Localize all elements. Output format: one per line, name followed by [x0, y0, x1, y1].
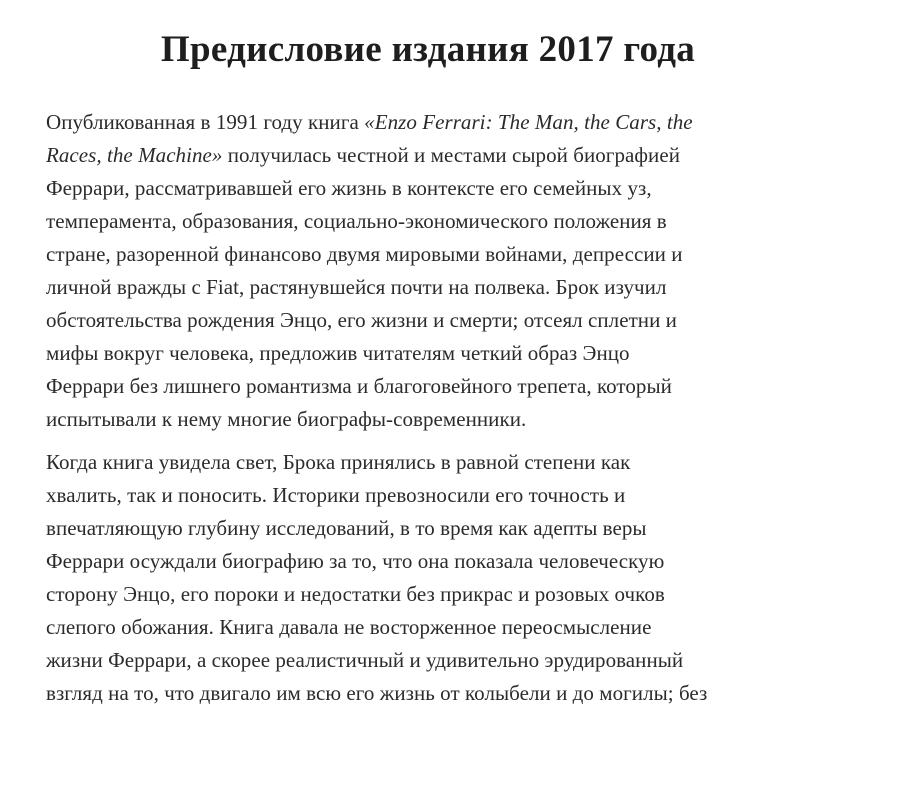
paragraph-spacer: [46, 436, 896, 446]
page-title: Предисловие издания 2017 года: [160, 29, 696, 70]
text-line: личной вражды с Fiat, растянувшейся почти на полвека. Брок изучил: [46, 275, 667, 299]
book-title-italic: «Enzo Ferrari: The Man, the Cars, the: [364, 110, 693, 134]
text-line: сторону Энцо, его пороки и недостатки без прикрас и розовых очков: [46, 582, 665, 606]
text-line: [46, 139, 896, 172]
text-line: Феррари без лишнего романтизма и благоговейного трепета, который: [46, 374, 672, 398]
body-text: [46, 106, 896, 710]
text-line: Когда книга увидела свет, Брока принялись в равной степени как: [46, 450, 631, 474]
text-line: обстоятельства рождения Энцо, его жизни и смерти; отсеял сплетни и: [46, 308, 677, 332]
text-line: жизни Феррари, а скорее реалистичный и удивительно эрудированный: [46, 648, 684, 672]
text-segment: Опубликованная в 1991 году книга: [46, 110, 365, 134]
book-title-italic: Races, the Machine»: [46, 143, 223, 167]
text-line: темперамента, образования, социально-экономического положения в: [46, 209, 667, 233]
text-segment: получилась честной и местами сырой биографией: [222, 143, 680, 167]
text-line: стране, разоренной финансово двумя мировыми войнами, депрессии и: [46, 242, 683, 266]
text-line: Феррари осуждали биографию за то, что она показала человеческую: [46, 549, 665, 573]
text-line: хвалить, так и поносить. Историки превозносили его точность и: [46, 483, 626, 507]
text-line: слепого обожания. Книга давала не восторженное переосмысление: [46, 615, 652, 639]
text-line: [46, 106, 896, 139]
text-line: взгляд на то, что двигало им всю его жизнь от колыбели и до могилы; без: [46, 681, 708, 705]
text-line: мифы вокруг человека, предложив читателям четкий образ Энцо: [46, 341, 630, 365]
text-line: Феррари, рассматривавшей его жизнь в контексте его семейных уз,: [46, 176, 652, 200]
text-line: впечатляющую глубину исследований, в то время как адепты веры: [46, 516, 647, 540]
text-line: испытывали к нему многие биографы-современники.: [46, 407, 527, 431]
paragraph-1: [46, 106, 896, 436]
paragraph-2: [46, 446, 896, 710]
